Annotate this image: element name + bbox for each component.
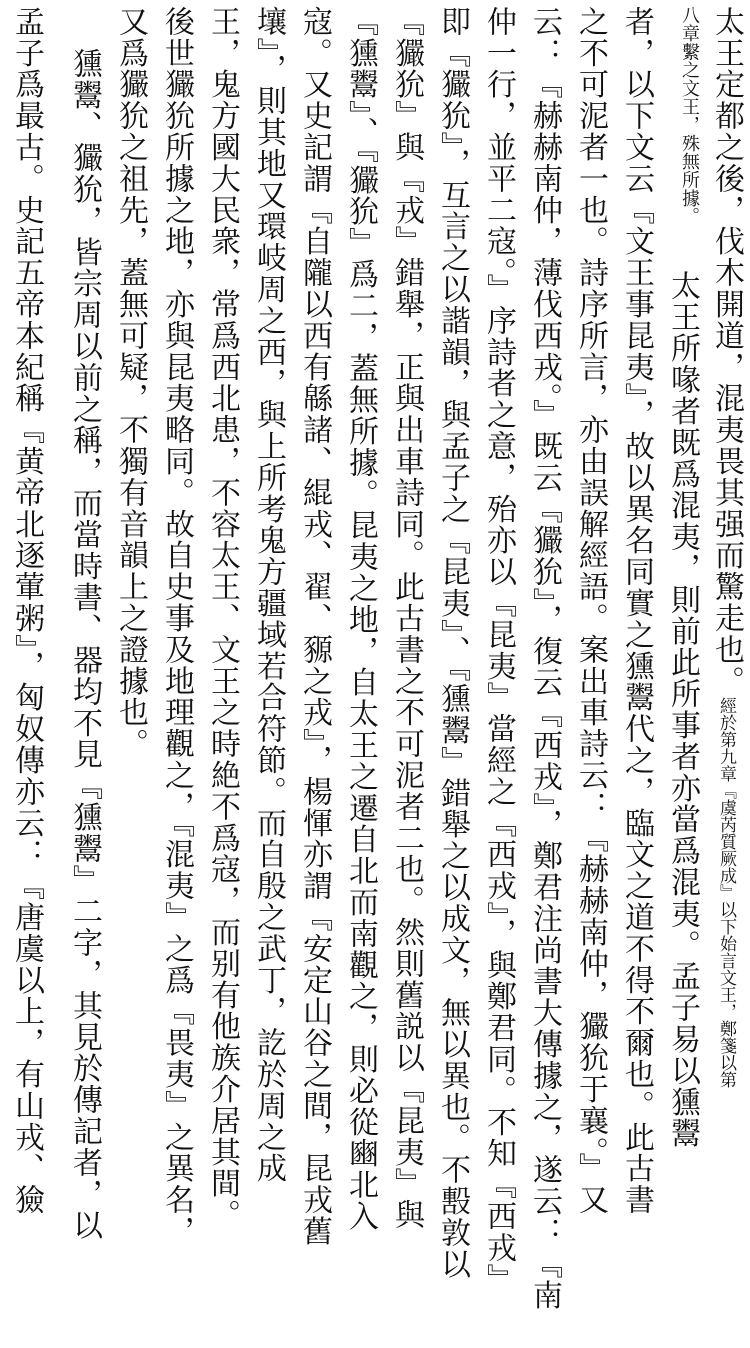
text-column — [664, 270, 700, 1348]
main-text: 又史記謂『自隴以西有緜諸、緄戎、翟、豲之戎』，楊惲亦謂『安定山谷之間，昆戎舊 — [297, 68, 332, 1248]
main-text: 太王所喙者既爲混夷，則前此所事者亦當爲混夷。 — [665, 270, 700, 961]
main-text: 然則舊説以『昆夷』與 — [389, 916, 424, 1231]
text-column — [708, 6, 744, 1088]
main-text: 『玁狁』與『戎』錯舉，正與出車詩同。 — [389, 6, 424, 572]
text-column — [342, 6, 378, 1233]
main-text: 後世玁狁所據之地，亦與昆夷略同。 — [159, 6, 194, 509]
main-text: 之不可泥者一也。 — [573, 6, 608, 258]
main-text: 『獯鬻』、『玁狁』爲二，蓋無所據。 — [343, 6, 378, 510]
main-text: 仲一行，並平二寇。』 — [481, 6, 516, 305]
main-text: 不知『西戎』 — [481, 1106, 516, 1295]
main-text: 王，鬼方國大民衆，常爲西北患，不容太王、文王之時絶不爲寇，而别有他族介居其間。 — [205, 6, 240, 1231]
text-column — [158, 6, 194, 1248]
main-text: 昆夷之地，自太王之遷自北而南觀之，則必從豳北入 — [343, 509, 378, 1233]
main-text: 史記五帝本紀稱『黄帝北逐葷粥』，匈奴傳亦云：『唐虞以上，有山戎、獫 — [9, 194, 44, 1216]
main-text: 此古書之不可泥者二也。 — [389, 571, 424, 917]
commentary-note: 八章繫之文王，殊無所據。 — [679, 6, 700, 226]
commentary-note: 經於第九章『虞芮質厥成』以下始言文王，鄭箋以第 — [716, 696, 736, 1088]
main-text: 太王定都之後，伐木開道，混夷畏其强而驚走也。 — [709, 6, 744, 697]
text-column — [618, 6, 654, 1216]
main-text: 不毄敦以 — [435, 1154, 470, 1280]
text-column — [8, 6, 44, 1216]
main-text: 孟子爲最古。 — [9, 6, 44, 195]
text-column — [112, 6, 148, 1084]
main-text: 寇。 — [297, 6, 332, 69]
main-text: 序詩者之意，殆亦以『昆夷』當經之『西戎』，與鄭君同。 — [481, 305, 516, 1107]
main-text: 云：『赫赫南仲，薄伐西戎。』既云『玁狁』，復云『西戎』，鄭君注尚書大傳據之，遂云：『南 — [527, 6, 562, 1312]
main-text: 案出車詩云：『赫赫南仲，玁狁于襄。』又 — [573, 634, 608, 1216]
text-column — [434, 6, 470, 1280]
text-column — [296, 6, 332, 1248]
main-text: 此古書 — [619, 1121, 654, 1216]
main-text: 而自殷之武丁，訖於周之成 — [251, 807, 286, 1185]
text-column — [526, 6, 562, 1312]
main-text: 即『玁狁』，互言之以諧韻，與孟子之『昆夷』、『獯鬻』錯舉之以成文，無以異也。 — [435, 6, 470, 1155]
main-text: 故自史事及地理觀之，『混夷』之爲『畏夷』之異名， — [159, 508, 194, 1248]
main-text: 者，以下文云『文王事昆夷』，故以異名同實之獯鬻代之，臨文之道不得不爾也。 — [619, 6, 654, 1122]
text-column — [480, 6, 516, 1295]
text-column — [572, 6, 608, 1216]
text-column — [250, 6, 286, 1185]
main-text: 獯鬻、玁狁，皆宗周以前之稱，而當時書、器均不見『獯鬻』二字，其見於傳記者，以 — [67, 48, 102, 1242]
main-text: 壤』，則其地又環岐周之西，與上所考鬼方疆域若合符節。 — [251, 6, 286, 808]
main-text: 詩序所言，亦由誤解經語。 — [573, 257, 608, 635]
text-column — [66, 48, 102, 1242]
main-text: 孟子易以獯鬻 — [665, 960, 700, 1150]
main-text: 又爲玁狁之祖先，蓋無可疑，不獨有音韻上之證據也。 — [113, 6, 148, 760]
text-column — [388, 6, 424, 1231]
text-column — [204, 6, 240, 1231]
